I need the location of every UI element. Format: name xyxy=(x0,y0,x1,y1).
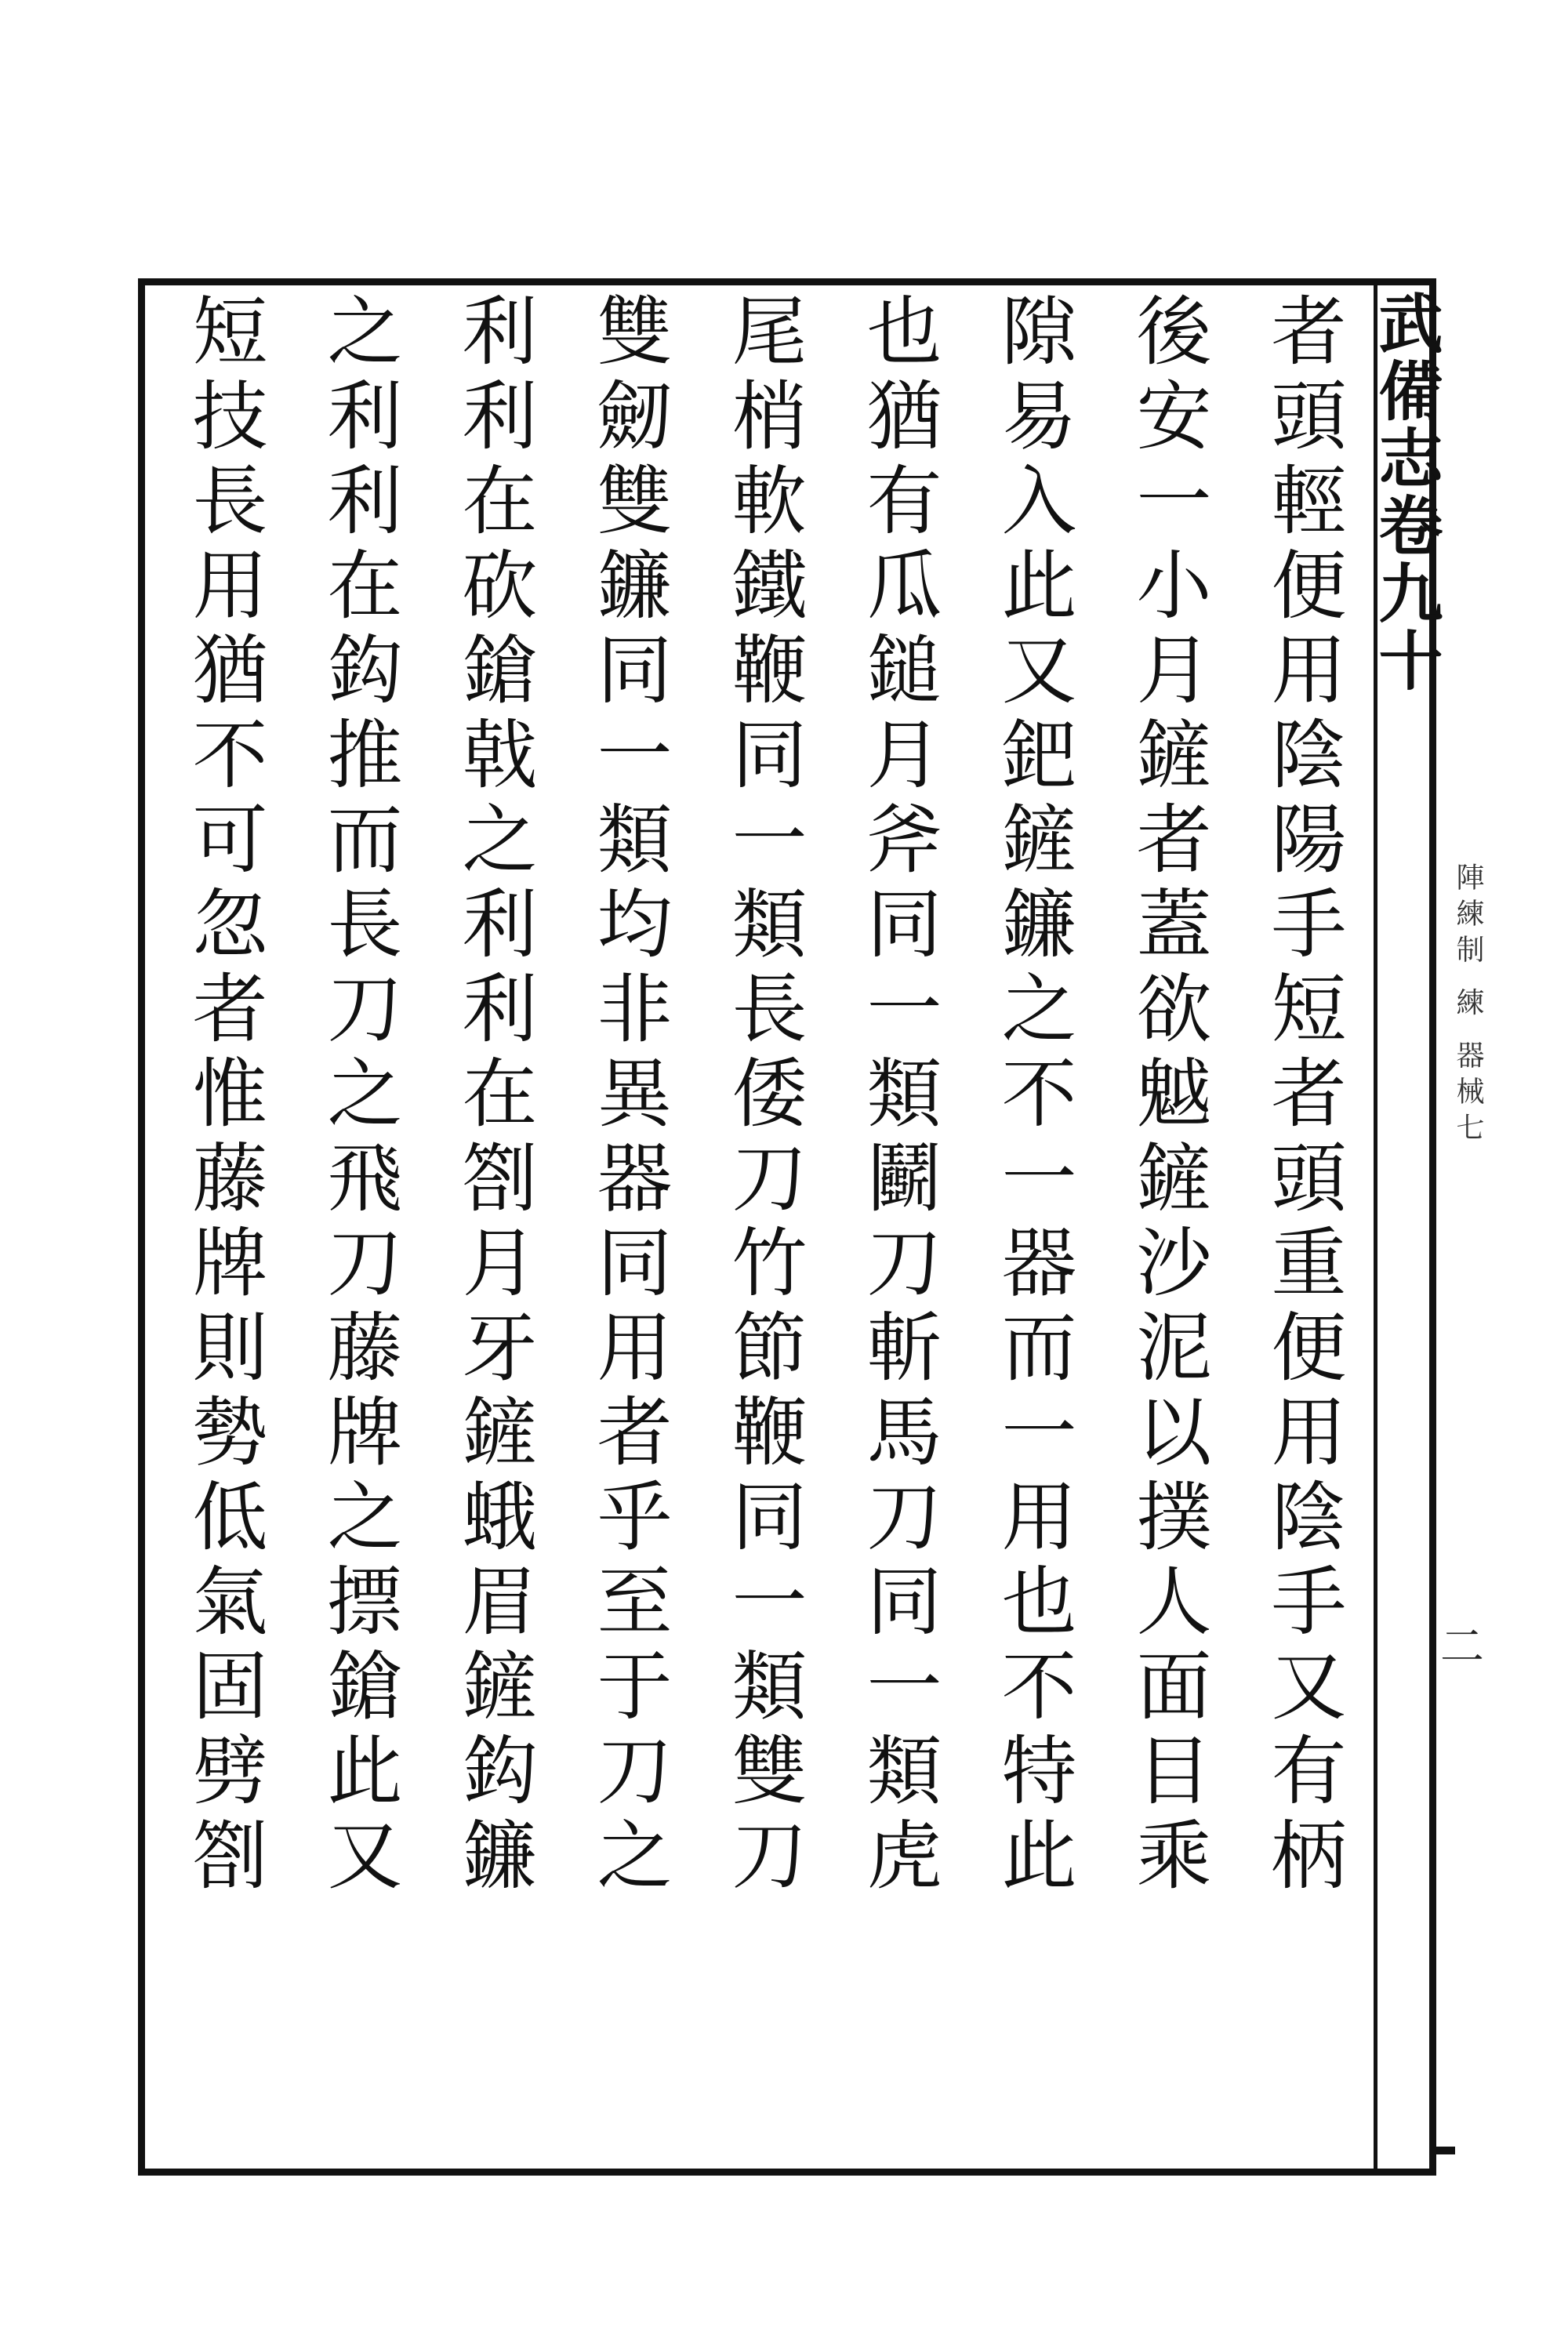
book-title: 武備志卷九十 xyxy=(1368,290,1443,695)
text-column-6: 雙劒雙鐮同一類均非異器同用者乎至于刀之 xyxy=(585,292,673,1900)
folio-number: 二 xyxy=(1433,1623,1484,1667)
text-column-5: 尾梢軟鐵鞭同一類長倭刀竹節鞭同一類雙刀 xyxy=(720,292,808,1900)
text-column-3: 隙易入此又鈀鏟鐮之不一器而一用也不特此 xyxy=(989,292,1077,1900)
text-column-4: 也猶有瓜鎚月斧同一類鬬刀斬馬刀同一類虎 xyxy=(855,292,942,1900)
margin-tick-mark xyxy=(1436,2147,1455,2154)
text-column-8: 之利利在鈎推而長刀之飛刀藤牌之摽鎗此又 xyxy=(315,292,403,1900)
text-column-7: 利利在砍鎗戟之利利在劄月牙鏟蛾眉鏟鈎鐮 xyxy=(450,292,538,1900)
text-column-2: 後安一小月鏟者蓋欲魆鏟沙泥以撲人面目乘 xyxy=(1124,292,1212,1900)
text-column-9: 短技長用猶不可忽者惟藤牌則勢低氣固劈劄 xyxy=(180,292,268,1900)
text-column-1: 者頭輕便用陰陽手短者頭重便用陰手又有柄 xyxy=(1259,292,1347,1900)
section-label: 陣練制 練 器械七 xyxy=(1452,862,1484,1149)
body-text xyxy=(157,292,1370,2165)
